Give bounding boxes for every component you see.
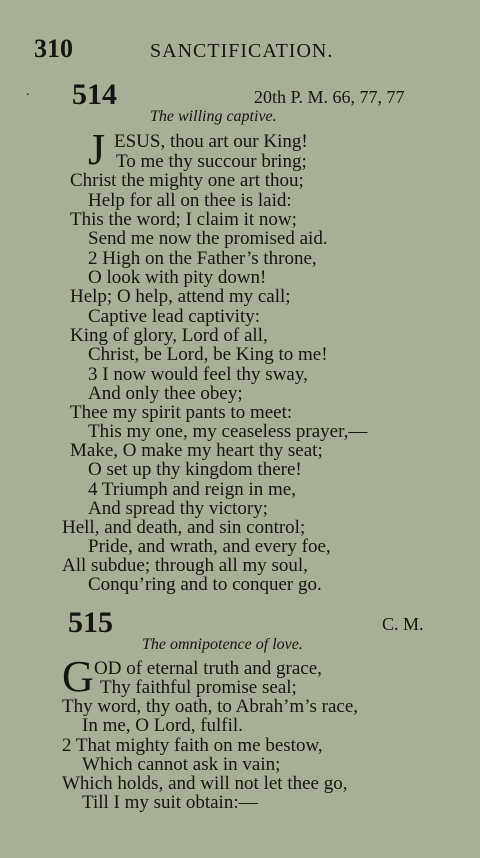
drop-cap-514: J: [88, 125, 106, 174]
hymn-514-line: 4 Triumph and reign in me,: [88, 479, 296, 500]
hymn-514-line: Help for all on thee is laid:: [88, 190, 292, 211]
hymn-514-line: This the word; I claim it now;: [70, 209, 297, 230]
hymn-515-line: Thy faithful promise seal;: [100, 677, 297, 698]
hymn-514-line: Send me now the promised aid.: [88, 228, 328, 249]
hymn-515-line: Thy word, thy oath, to Abrah’m’s race,: [62, 696, 359, 717]
hymn-514-line: Hell, and death, and sin control;: [62, 517, 306, 538]
hymn-514-line: Help; O help, attend my call;: [70, 286, 291, 307]
hymn-515-line: Till I my suit obtain:—: [82, 792, 258, 813]
hymn-514-line: Pride, and wrath, and every foe,: [88, 536, 331, 557]
hymn-514-line: All subdue; through all my soul,: [62, 555, 308, 576]
hymn-515-line: Which cannot ask in vain;: [82, 754, 281, 775]
hymn-514-line: Thee my spirit pants to meet:: [70, 402, 293, 423]
page-number: 310: [34, 34, 73, 63]
hymn-meter-514: 20th P. M. 66, 77, 77: [254, 87, 405, 107]
hymn-514-line: O set up thy kingdom there!: [88, 459, 302, 480]
hymn-514-line: And only thee obey;: [88, 383, 243, 404]
hymn-514-line: To me thy succour bring;: [116, 151, 307, 172]
hymn-meter-515: C. M.: [382, 614, 424, 634]
margin-mark: .: [26, 84, 30, 99]
hymn-515-line: OD of eternal truth and grace,: [94, 658, 322, 679]
hymn-514-line: Christ, be Lord, be King to me!: [88, 344, 328, 365]
hymn-514-line: ESUS, thou art our King!: [114, 131, 308, 152]
hymn-515-line: Which holds, and will not let thee go,: [62, 773, 348, 794]
hymn-514-line: King of glory, Lord of all,: [70, 325, 268, 346]
hymn-number-515: 515: [68, 606, 113, 639]
page-header: [34, 34, 434, 66]
hymn-title-514: The willing captive.: [150, 108, 277, 125]
hymn-515-line: 2 That mighty faith on me bestow,: [62, 735, 323, 756]
hymn-514-line: 2 High on the Father’s throne,: [88, 248, 317, 269]
hymn-514-line: This my one, my ceaseless prayer,—: [88, 421, 368, 442]
hymn-514-line: 3 I now would feel thy sway,: [88, 364, 308, 385]
hymn-514-line: And spread thy victory;: [88, 498, 268, 519]
hymn-514-line: Christ the mighty one art thou;: [70, 170, 304, 191]
hymn-514-line: Make, O make my heart thy seat;: [70, 440, 323, 461]
hymn-number-514: 514: [72, 78, 117, 111]
hymn-514-line: Captive lead captivity:: [88, 306, 261, 327]
hymn-514-line: O look with pity down!: [88, 267, 267, 288]
running-title: SANCTIFICATION.: [150, 40, 334, 62]
drop-cap-515: G: [62, 652, 94, 701]
hymn-title-515: The omnipotence of love.: [142, 636, 303, 653]
hymn-515-line: In me, O Lord, fulfil.: [82, 715, 243, 736]
hymn-514-line: Conqu’ring and to conquer go.: [88, 574, 322, 595]
